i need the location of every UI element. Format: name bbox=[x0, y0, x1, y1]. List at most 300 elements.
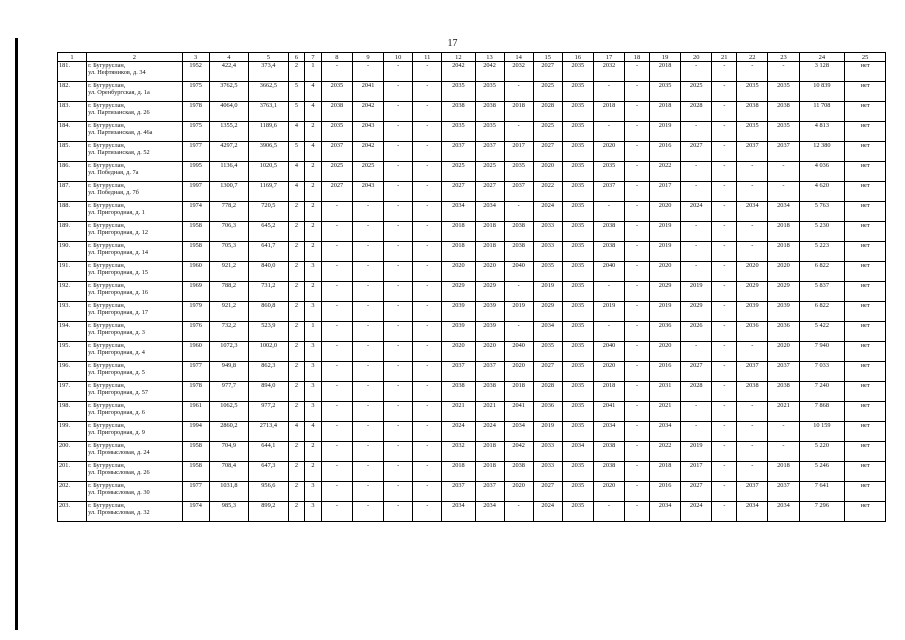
column-number-cell: 7 bbox=[305, 53, 322, 62]
data-cell: 2027 bbox=[533, 62, 562, 82]
data-cell: - bbox=[413, 462, 442, 482]
data-cell: 2037 bbox=[737, 362, 768, 382]
data-cell: - bbox=[321, 322, 352, 342]
data-cell: 2038 bbox=[442, 382, 475, 402]
data-cell: 2020 bbox=[649, 342, 680, 362]
data-cell: 2035 bbox=[562, 302, 593, 322]
data-cell: 2 bbox=[288, 262, 305, 282]
data-cell: 2860,2 bbox=[209, 422, 248, 442]
data-cell: 2 bbox=[288, 322, 305, 342]
data-cell: - bbox=[352, 262, 383, 282]
data-cell: 5 bbox=[288, 142, 305, 162]
data-cell: 2039 bbox=[737, 302, 768, 322]
data-cell: нет bbox=[845, 182, 886, 202]
address-street: ул. Пригородная, д. 1 bbox=[88, 209, 145, 216]
data-cell: 2040 bbox=[504, 262, 533, 282]
table-row bbox=[58, 322, 886, 342]
table-row bbox=[58, 502, 886, 522]
data-cell: 2035 bbox=[649, 82, 680, 102]
data-cell: 3906,5 bbox=[249, 142, 288, 162]
data-cell: 2039 bbox=[442, 322, 475, 342]
data-cell: 2037 bbox=[475, 142, 504, 162]
data-cell: - bbox=[352, 442, 383, 462]
data-cell: - bbox=[352, 382, 383, 402]
data-cell: 2035 bbox=[737, 122, 768, 142]
address-cell bbox=[87, 442, 183, 462]
data-cell: 1974 bbox=[182, 202, 209, 222]
address-city: г. Бугуруслан, bbox=[88, 102, 126, 109]
data-cell: 2018 bbox=[504, 102, 533, 122]
data-cell: - bbox=[384, 162, 413, 182]
data-cell: 2034 bbox=[533, 322, 562, 342]
address-street: ул. Промысловая, д. 24 bbox=[88, 449, 150, 456]
data-cell: 2019 bbox=[681, 282, 712, 302]
address-street: ул. Пригородная, д. 12 bbox=[88, 229, 149, 236]
data-cell: нет bbox=[845, 142, 886, 162]
address-cell bbox=[87, 182, 183, 202]
data-cell: 2040 bbox=[593, 342, 624, 362]
data-cell: 2018 bbox=[768, 222, 799, 242]
data-cell: - bbox=[712, 402, 737, 422]
address-cell bbox=[87, 242, 183, 262]
column-number-cell: 6 bbox=[288, 53, 305, 62]
data-cell: - bbox=[321, 242, 352, 262]
data-cell: - bbox=[504, 502, 533, 522]
data-cell: - bbox=[413, 302, 442, 322]
data-cell: 2027 bbox=[442, 182, 475, 202]
row-number-cell: 186. bbox=[58, 162, 87, 182]
data-cell: нет bbox=[845, 342, 886, 362]
data-cell: 2034 bbox=[442, 502, 475, 522]
data-cell: 2037 bbox=[504, 182, 533, 202]
data-cell: 4 bbox=[305, 422, 322, 442]
data-cell: 2035 bbox=[562, 322, 593, 342]
data-cell: - bbox=[625, 482, 650, 502]
data-cell: 2019 bbox=[649, 222, 680, 242]
data-cell: 2029 bbox=[533, 302, 562, 322]
data-cell: 3 bbox=[305, 302, 322, 322]
data-cell: 2 bbox=[288, 402, 305, 422]
data-cell: 2036 bbox=[737, 322, 768, 342]
data-cell: 2033 bbox=[533, 462, 562, 482]
data-cell: - bbox=[712, 342, 737, 362]
address-city: г. Бугуруслан, bbox=[88, 442, 126, 449]
data-cell: - bbox=[681, 242, 712, 262]
data-cell: 12 380 bbox=[799, 142, 845, 162]
data-cell: - bbox=[625, 402, 650, 422]
data-cell: 2037 bbox=[475, 362, 504, 382]
data-cell: - bbox=[504, 322, 533, 342]
data-cell: 1978 bbox=[182, 102, 209, 122]
data-cell: 2027 bbox=[681, 142, 712, 162]
data-cell: 2016 bbox=[649, 142, 680, 162]
data-cell: 860,8 bbox=[249, 302, 288, 322]
data-cell: - bbox=[737, 342, 768, 362]
data-cell: - bbox=[384, 82, 413, 102]
data-cell: - bbox=[384, 142, 413, 162]
data-cell: 2 bbox=[288, 282, 305, 302]
data-cell: 2038 bbox=[593, 442, 624, 462]
data-cell: 2038 bbox=[504, 462, 533, 482]
data-cell: 2027 bbox=[321, 182, 352, 202]
data-cell: 2 bbox=[288, 362, 305, 382]
data-cell: 2025 bbox=[533, 82, 562, 102]
data-cell: 2017 bbox=[504, 142, 533, 162]
data-cell: - bbox=[413, 262, 442, 282]
column-number-cell: 9 bbox=[352, 53, 383, 62]
data-cell: - bbox=[625, 242, 650, 262]
data-cell: - bbox=[712, 82, 737, 102]
data-cell: нет bbox=[845, 122, 886, 142]
data-cell: 2025 bbox=[533, 122, 562, 142]
data-cell: - bbox=[413, 182, 442, 202]
data-cell: 5 837 bbox=[799, 282, 845, 302]
scan-edge-bar bbox=[15, 38, 18, 630]
data-cell: 2018 bbox=[475, 242, 504, 262]
data-cell: 1355,2 bbox=[209, 122, 248, 142]
data-cell: - bbox=[681, 162, 712, 182]
address-cell bbox=[87, 302, 183, 322]
data-cell: 5 246 bbox=[799, 462, 845, 482]
data-cell: - bbox=[384, 182, 413, 202]
data-cell: 2018 bbox=[768, 242, 799, 262]
data-cell: нет bbox=[845, 282, 886, 302]
address-cell bbox=[87, 282, 183, 302]
data-cell: 7 033 bbox=[799, 362, 845, 382]
row-number-cell: 191. bbox=[58, 262, 87, 282]
row-number-cell: 198. bbox=[58, 402, 87, 422]
address-cell bbox=[87, 462, 183, 482]
column-number-cell: 3 bbox=[182, 53, 209, 62]
table-row bbox=[58, 422, 886, 442]
column-number-cell: 14 bbox=[504, 53, 533, 62]
data-cell: 2035 bbox=[533, 262, 562, 282]
data-cell: - bbox=[384, 442, 413, 462]
data-cell: 2017 bbox=[649, 182, 680, 202]
data-cell: 2038 bbox=[504, 242, 533, 262]
data-cell: - bbox=[413, 482, 442, 502]
data-cell: 5 223 bbox=[799, 242, 845, 262]
data-cell: 4 bbox=[288, 182, 305, 202]
data-cell: - bbox=[625, 122, 650, 142]
data-cell: 2039 bbox=[475, 322, 504, 342]
data-cell: 2035 bbox=[768, 82, 799, 102]
table-row bbox=[58, 462, 886, 482]
data-cell: 1975 bbox=[182, 82, 209, 102]
address-street: ул. Пригородная, д. 5 bbox=[88, 369, 145, 376]
data-cell: 2028 bbox=[681, 102, 712, 122]
data-cell: 2019 bbox=[504, 302, 533, 322]
data-cell: 5 422 bbox=[799, 322, 845, 342]
address-city: г. Бугуруслан, bbox=[88, 202, 126, 209]
column-number-cell: 11 bbox=[413, 53, 442, 62]
row-number-cell: 194. bbox=[58, 322, 87, 342]
data-cell: 2035 bbox=[562, 142, 593, 162]
data-cell: 2025 bbox=[442, 162, 475, 182]
data-cell: 3 128 bbox=[799, 62, 845, 82]
data-cell: - bbox=[712, 142, 737, 162]
data-cell: 2713,4 bbox=[249, 422, 288, 442]
data-cell: 1974 bbox=[182, 502, 209, 522]
data-cell: - bbox=[413, 122, 442, 142]
data-cell: 2040 bbox=[504, 342, 533, 362]
data-cell: 2017 bbox=[681, 462, 712, 482]
data-cell: 2035 bbox=[475, 82, 504, 102]
data-cell: 2035 bbox=[562, 422, 593, 442]
data-cell: 4 bbox=[288, 122, 305, 142]
data-cell: 2037 bbox=[737, 142, 768, 162]
data-cell: 4 bbox=[305, 82, 322, 102]
data-cell: 2021 bbox=[649, 402, 680, 422]
address-city: г. Бугуруслан, bbox=[88, 262, 126, 269]
data-cell: 1958 bbox=[182, 222, 209, 242]
data-cell: - bbox=[384, 102, 413, 122]
data-cell: 2024 bbox=[533, 202, 562, 222]
data-cell: - bbox=[681, 62, 712, 82]
table-row bbox=[58, 362, 886, 382]
data-cell: - bbox=[737, 422, 768, 442]
data-cell: нет bbox=[845, 502, 886, 522]
data-cell: - bbox=[681, 182, 712, 202]
data-cell: - bbox=[737, 402, 768, 422]
address-street: ул. Пригородная, д. 14 bbox=[88, 249, 149, 256]
data-cell: 2034 bbox=[475, 202, 504, 222]
data-cell: 422,4 bbox=[209, 62, 248, 82]
data-cell: 2 bbox=[288, 482, 305, 502]
address-street: ул. Пригородная, д. 15 bbox=[88, 269, 149, 276]
data-cell: 2035 bbox=[562, 462, 593, 482]
data-cell: 2035 bbox=[562, 262, 593, 282]
address-city: г. Бугуруслан, bbox=[88, 222, 126, 229]
data-cell: 2 bbox=[288, 382, 305, 402]
data-cell: нет bbox=[845, 362, 886, 382]
address-street: ул. Партизанская, д. 52 bbox=[88, 149, 150, 156]
data-cell: - bbox=[352, 502, 383, 522]
data-cell: 2036 bbox=[533, 402, 562, 422]
data-cell: 1072,3 bbox=[209, 342, 248, 362]
data-cell: 1997 bbox=[182, 182, 209, 202]
data-cell: 2037 bbox=[768, 482, 799, 502]
data-cell: - bbox=[321, 462, 352, 482]
data-cell: 7 868 bbox=[799, 402, 845, 422]
data-cell: 1969 bbox=[182, 282, 209, 302]
data-cell: нет bbox=[845, 482, 886, 502]
data-cell: - bbox=[737, 442, 768, 462]
data-cell: - bbox=[413, 102, 442, 122]
data-cell: - bbox=[413, 342, 442, 362]
data-cell: 1952 bbox=[182, 62, 209, 82]
data-cell: 2037 bbox=[442, 362, 475, 382]
column-number-cell: 10 bbox=[384, 53, 413, 62]
data-cell: - bbox=[321, 222, 352, 242]
table-row bbox=[58, 302, 886, 322]
address-street: ул. Оренбургская, д. 1а bbox=[88, 89, 150, 96]
data-cell: 2032 bbox=[504, 62, 533, 82]
page-number: 17 bbox=[447, 38, 458, 49]
data-cell: - bbox=[352, 302, 383, 322]
data-cell: 2018 bbox=[649, 102, 680, 122]
data-cell: - bbox=[712, 282, 737, 302]
data-cell: 2020 bbox=[475, 342, 504, 362]
data-cell: 4064,0 bbox=[209, 102, 248, 122]
data-cell: 1960 bbox=[182, 262, 209, 282]
data-cell: 2039 bbox=[442, 302, 475, 322]
data-cell: 2032 bbox=[593, 62, 624, 82]
data-cell: 2 bbox=[288, 342, 305, 362]
data-cell: 1 bbox=[305, 62, 322, 82]
data-cell: 2028 bbox=[533, 102, 562, 122]
data-cell: 2035 bbox=[533, 342, 562, 362]
data-cell: нет bbox=[845, 102, 886, 122]
column-number-cell: 21 bbox=[712, 53, 737, 62]
data-cell: - bbox=[413, 242, 442, 262]
data-cell: 2035 bbox=[593, 162, 624, 182]
address-city: г. Бугуруслан, bbox=[88, 502, 126, 509]
data-cell: - bbox=[321, 262, 352, 282]
column-number-cell: 12 bbox=[442, 53, 475, 62]
data-cell: - bbox=[625, 422, 650, 442]
data-cell: 2 bbox=[305, 442, 322, 462]
data-cell: 1978 bbox=[182, 382, 209, 402]
table-row bbox=[58, 282, 886, 302]
data-cell: нет bbox=[845, 302, 886, 322]
data-cell: - bbox=[625, 382, 650, 402]
data-cell: 1958 bbox=[182, 242, 209, 262]
data-cell: - bbox=[625, 102, 650, 122]
data-cell: 2018 bbox=[442, 222, 475, 242]
column-number-row bbox=[58, 53, 886, 62]
column-number-cell: 1 bbox=[58, 53, 87, 62]
data-cell: 2029 bbox=[649, 282, 680, 302]
data-cell: - bbox=[681, 422, 712, 442]
data-cell: - bbox=[352, 202, 383, 222]
data-cell: 2038 bbox=[593, 242, 624, 262]
data-cell: 2024 bbox=[442, 422, 475, 442]
data-cell: 2 bbox=[305, 202, 322, 222]
data-cell: 2043 bbox=[352, 122, 383, 142]
data-cell: 977,7 bbox=[209, 382, 248, 402]
data-cell: 2035 bbox=[562, 382, 593, 402]
address-street: ул. Пригородная, д. 6 bbox=[88, 409, 145, 416]
column-number-cell: 16 bbox=[562, 53, 593, 62]
address-cell bbox=[87, 102, 183, 122]
data-cell: 2 bbox=[288, 222, 305, 242]
data-cell: 2 bbox=[305, 182, 322, 202]
data-cell: 2038 bbox=[593, 462, 624, 482]
data-cell: - bbox=[321, 342, 352, 362]
row-number-cell: 197. bbox=[58, 382, 87, 402]
data-cell: - bbox=[384, 202, 413, 222]
data-cell: 1994 bbox=[182, 422, 209, 442]
data-cell: 2024 bbox=[533, 502, 562, 522]
data-cell: - bbox=[768, 422, 799, 442]
data-cell: - bbox=[712, 422, 737, 442]
data-cell: 2034 bbox=[442, 202, 475, 222]
data-cell: 2035 bbox=[562, 182, 593, 202]
data-cell: - bbox=[321, 422, 352, 442]
data-cell: 2022 bbox=[533, 182, 562, 202]
data-cell: - bbox=[321, 62, 352, 82]
data-cell: 2020 bbox=[442, 342, 475, 362]
data-cell: 2020 bbox=[442, 262, 475, 282]
data-cell: нет bbox=[845, 382, 886, 402]
data-cell: 1958 bbox=[182, 462, 209, 482]
data-cell: 2042 bbox=[352, 102, 383, 122]
row-number-cell: 195. bbox=[58, 342, 87, 362]
data-cell: 2039 bbox=[768, 302, 799, 322]
data-cell: - bbox=[712, 242, 737, 262]
data-cell: 1031,8 bbox=[209, 482, 248, 502]
data-cell: 708,4 bbox=[209, 462, 248, 482]
data-cell: 7 296 bbox=[799, 502, 845, 522]
data-cell: 2035 bbox=[562, 102, 593, 122]
data-cell: 2024 bbox=[681, 502, 712, 522]
data-cell: - bbox=[384, 422, 413, 442]
data-cell: 2034 bbox=[475, 502, 504, 522]
data-cell: 1002,0 bbox=[249, 342, 288, 362]
address-city: г. Бугуруслан, bbox=[88, 302, 126, 309]
data-cell: - bbox=[625, 302, 650, 322]
data-cell: - bbox=[352, 62, 383, 82]
data-cell: 4 036 bbox=[799, 162, 845, 182]
data-cell: 3 bbox=[305, 342, 322, 362]
data-cell: - bbox=[625, 262, 650, 282]
data-cell: 2032 bbox=[442, 442, 475, 462]
table-row bbox=[58, 102, 886, 122]
data-cell: 2037 bbox=[442, 142, 475, 162]
address-cell bbox=[87, 402, 183, 422]
data-cell: - bbox=[712, 62, 737, 82]
data-cell: - bbox=[712, 442, 737, 462]
data-cell: 704,9 bbox=[209, 442, 248, 462]
data-cell: 2038 bbox=[475, 102, 504, 122]
data-cell: 2034 bbox=[737, 202, 768, 222]
data-cell: 1169,7 bbox=[249, 182, 288, 202]
address-cell bbox=[87, 382, 183, 402]
data-cell: 10 839 bbox=[799, 82, 845, 102]
data-cell: 1977 bbox=[182, 362, 209, 382]
data-cell: 7 641 bbox=[799, 482, 845, 502]
address-street: ул. Победная, д. 7а bbox=[88, 169, 139, 176]
address-street: ул. Победная, д. 7б bbox=[88, 189, 139, 196]
data-cell: 1961 bbox=[182, 402, 209, 422]
data-cell: - bbox=[737, 162, 768, 182]
data-cell: 732,2 bbox=[209, 322, 248, 342]
data-cell: 788,2 bbox=[209, 282, 248, 302]
table-row bbox=[58, 262, 886, 282]
data-cell: 2037 bbox=[768, 142, 799, 162]
data-cell: 2033 bbox=[533, 242, 562, 262]
data-cell: 2028 bbox=[681, 382, 712, 402]
data-cell: - bbox=[712, 502, 737, 522]
row-number-cell: 192. bbox=[58, 282, 87, 302]
address-cell bbox=[87, 122, 183, 142]
data-cell: 2042 bbox=[504, 442, 533, 462]
data-cell: 2029 bbox=[475, 282, 504, 302]
data-cell: 3762,5 bbox=[209, 82, 248, 102]
data-cell: 5 230 bbox=[799, 222, 845, 242]
data-cell: - bbox=[504, 122, 533, 142]
data-cell: 2041 bbox=[593, 402, 624, 422]
data-cell: 899,2 bbox=[249, 502, 288, 522]
data-cell: 1300,7 bbox=[209, 182, 248, 202]
data-cell: - bbox=[413, 222, 442, 242]
address-city: г. Бугуруслан, bbox=[88, 282, 126, 289]
data-cell: 2033 bbox=[533, 222, 562, 242]
data-cell: - bbox=[504, 282, 533, 302]
data-cell: - bbox=[737, 242, 768, 262]
table-row bbox=[58, 202, 886, 222]
